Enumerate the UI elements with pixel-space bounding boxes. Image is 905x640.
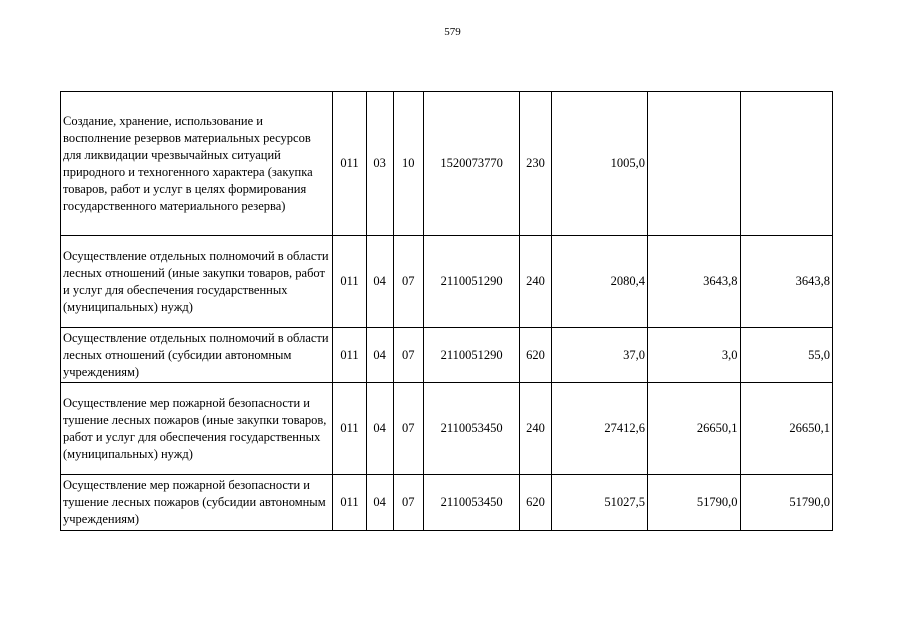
amount-year-1: 27412,6 — [551, 383, 648, 475]
table-row — [61, 475, 833, 531]
amount-year-1: 1005,0 — [551, 92, 648, 236]
subsection-code: 10 — [393, 92, 423, 236]
target-article-code: 2110053450 — [423, 383, 520, 475]
expense-type-code: 240 — [520, 383, 551, 475]
amount-year-2: 3,0 — [648, 328, 740, 383]
budget-table — [60, 91, 833, 531]
subsection-code: 07 — [393, 383, 423, 475]
amount-year-2: 26650,1 — [648, 383, 740, 475]
section-code: 04 — [366, 475, 393, 531]
row-description: Создание, хранение, использование и восполнение резервов материальных ресурсов для ликвидации чрезвычайных ситуаций природного и техногенного характера (закупка товаров, работ и услуг в целях формирования государственного материального резерва) — [61, 92, 333, 236]
subsection-code: 07 — [393, 475, 423, 531]
amount-year-3: 51790,0 — [740, 475, 833, 531]
amount-year-3: 26650,1 — [740, 383, 833, 475]
row-description: Осуществление отдельных полномочий в области лесных отношений (иные закупки товаров, работ и услуг для обеспечения государственных (муниципальных) нужд) — [61, 236, 333, 328]
ministry-code: 011 — [333, 475, 366, 531]
table-row — [61, 383, 833, 475]
page-number: 579 — [444, 26, 461, 38]
amount-year-2 — [648, 92, 740, 236]
target-article-code: 2110051290 — [423, 328, 520, 383]
expense-type-code: 230 — [520, 92, 551, 236]
expense-type-code: 240 — [520, 236, 551, 328]
section-code: 03 — [366, 92, 393, 236]
section-code: 04 — [366, 236, 393, 328]
amount-year-3: 55,0 — [740, 328, 833, 383]
amount-year-1: 51027,5 — [551, 475, 648, 531]
amount-year-2: 51790,0 — [648, 475, 740, 531]
amount-year-1: 2080,4 — [551, 236, 648, 328]
expense-type-code: 620 — [520, 475, 551, 531]
amount-year-2: 3643,8 — [648, 236, 740, 328]
amount-year-3 — [740, 92, 833, 236]
table-row — [61, 328, 833, 383]
row-description: Осуществление мер пожарной безопасности и тушение лесных пожаров (субсидии автономным учреждениям) — [61, 475, 333, 531]
ministry-code: 011 — [333, 236, 366, 328]
expense-type-code: 620 — [520, 328, 551, 383]
subsection-code: 07 — [393, 236, 423, 328]
ministry-code: 011 — [333, 92, 366, 236]
target-article-code: 2110051290 — [423, 236, 520, 328]
subsection-code: 07 — [393, 328, 423, 383]
table-row — [61, 236, 833, 328]
section-code: 04 — [366, 383, 393, 475]
row-description: Осуществление мер пожарной безопасности и тушение лесных пожаров (иные закупки товаров, работ и услуг для обеспечения государственных (муниципальных) нужд) — [61, 383, 333, 475]
section-code: 04 — [366, 328, 393, 383]
table-row — [61, 92, 833, 236]
ministry-code: 011 — [333, 328, 366, 383]
target-article-code: 2110053450 — [423, 475, 520, 531]
ministry-code: 011 — [333, 383, 366, 475]
row-description: Осуществление отдельных полномочий в области лесных отношений (субсидии автономным учреждениям) — [61, 328, 333, 383]
target-article-code: 1520073770 — [423, 92, 520, 236]
amount-year-1: 37,0 — [551, 328, 648, 383]
amount-year-3: 3643,8 — [740, 236, 833, 328]
